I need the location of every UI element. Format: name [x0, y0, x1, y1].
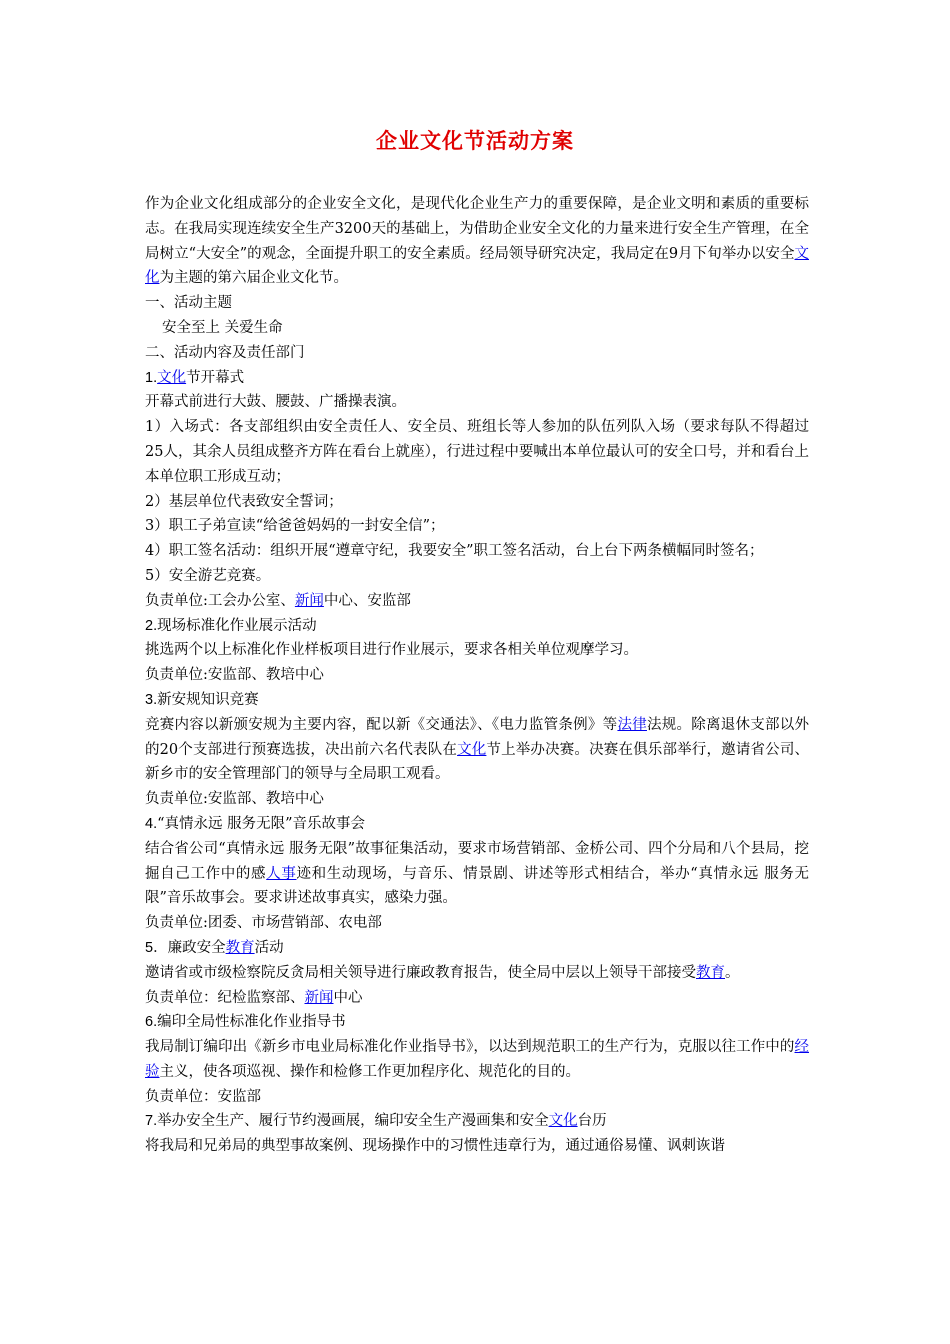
item-5-title-text-end: 活动: [254, 939, 284, 956]
item-7-desc: 将我局和兄弟局的典型事故案例、现场操作中的习惯性违章行为，通过通俗易懂、讽刺诙谐: [145, 1138, 725, 1155]
item-2-title-text: 现场标准化作业展示活动: [157, 617, 317, 634]
item-3-desc-text-3: 节上举办决赛。决赛在俱乐部举行，邀请省公司、新乡市的安全管理部门的领导与全局职工观看。: [145, 741, 810, 783]
item-1-title-text: 节开幕式: [186, 369, 245, 386]
item-3-desc: [145, 713, 809, 787]
intro-text-end: 为主题的第六届企业文化节。: [159, 270, 348, 287]
section-1-heading: 一、活动主题: [145, 295, 232, 312]
item-6-responsible: 负责单位：安监部: [145, 1088, 261, 1105]
item-5-desc-text-end: 。: [725, 964, 740, 981]
activity-theme: 安全至上 关爱生命: [162, 319, 283, 336]
item-3-desc-text-2: 法规。除离退休支部以外的20个支部进行预赛选拔，决出前六名代表队在: [145, 716, 810, 758]
item-3-title: [145, 688, 809, 713]
item-7-culture-link[interactable]: 文化: [548, 1113, 578, 1130]
item-5-number: 5．: [145, 939, 168, 956]
item-1-resp-text: 负责单位:工会办公室、: [145, 592, 295, 609]
item-5-title: [145, 936, 809, 961]
item-7-number: 7.: [145, 1113, 158, 1130]
item-4-desc: [145, 837, 809, 911]
item-7-title-text-end: 台历: [577, 1113, 607, 1130]
item-5-resp-text: 负责单位：纪检监察部、: [145, 989, 305, 1006]
document-title: 企业文化节活动方案: [376, 128, 574, 153]
item-6-experience-link[interactable]: 经验: [145, 1039, 809, 1080]
intro-text: 作为企业文化组成部分的企业安全文化，是现代化企业生产力的重要保障，是企业文明和素质的重要标志。在我局实现连续安全生产3200天的基础上，为借助企业安全文化的力量来进行安全生产管理，在全局树立“大安全”的观念，全面提升职工的安全素质。经局领导研究决定，我局定在9月下旬举办以安全: [145, 196, 809, 262]
item-3-culture-link[interactable]: 文化: [457, 741, 487, 758]
item-5-desc-text: 邀请省或市级检察院反贪局相关领导进行廉政教育报告，使全局中层以上领导干部接受: [145, 964, 696, 981]
item-3-title-text: 新安规知识竞赛: [157, 691, 259, 708]
item-1-step-2: 2）基层单位代表致安全誓词；: [145, 493, 343, 510]
item-1-step-1: 1）入场式：各支部组织由安全责任人、安全员、班组长等人参加的队伍列队入场（要求每队不得超过25人，其余人员组成整齐方阵在看台上就座），行进过程中要喊出本单位最认可的安全口号，并和看台上本单位职工形成互动；: [145, 419, 809, 485]
item-4-desc-text: 结合省公司“真情永远 服务无限”故事征集活动，要求市场营销部、金桥公司、四个分局和八个县局，挖掘自己工作中的感: [145, 840, 809, 882]
intro-paragraph: [145, 192, 809, 291]
item-1-responsible: [145, 589, 809, 614]
item-5-education-link[interactable]: 教育: [225, 939, 255, 956]
item-5-news-link[interactable]: 新闻: [304, 989, 334, 1006]
item-3-number: 3.: [145, 691, 158, 708]
item-6-desc: [145, 1035, 809, 1085]
item-4-title: [145, 812, 809, 837]
item-2-desc: 挑选两个以上标准化作业样板项目进行作业展示，要求各相关单位观摩学习。: [145, 642, 638, 659]
item-6-title: [145, 1010, 809, 1035]
item-2-title: [145, 614, 809, 639]
item-5-responsible: [145, 986, 809, 1011]
item-4-desc-text-2: 迹和生动现场，与音乐、情景剧、讲述等形式相结合，举办“真情永远 服务无限”音乐故事会。要求讲述故事真实，感染力强。: [145, 865, 810, 907]
item-1-resp-text-end: 中心、安监部: [323, 592, 411, 609]
item-6-desc-text-2: 主义，使各项巡视、操作和检修工作更加程序化、规范化的目的。: [159, 1063, 580, 1080]
item-4-responsible: 负责单位:团委、市场营销部、农电部: [145, 915, 382, 932]
item-5-title-text: 廉政安全: [167, 939, 226, 956]
item-4-personnel-link[interactable]: 人事: [266, 865, 297, 882]
item-5-education-link-2[interactable]: 教育: [696, 964, 725, 981]
item-1-step-3: 3）职工子弟宣读“给爸爸妈妈的一封安全信”；: [145, 518, 445, 535]
item-2-number: 2.: [145, 617, 158, 634]
item-6-number: 6.: [145, 1014, 158, 1031]
intro-culture-link[interactable]: 文化: [145, 245, 809, 287]
item-1-desc: 开幕式前进行大鼓、腰鼓、广播操表演。: [145, 394, 406, 411]
item-1-title: [145, 366, 809, 391]
section-2-heading: 二、活动内容及责任部门: [145, 344, 305, 361]
item-1-step-4: 4）职工签名活动：组织开展“遵章守纪，我要安全”职工签名活动，台上台下两条横幅同时签名；: [145, 543, 764, 560]
item-3-law-link[interactable]: 法律: [617, 716, 647, 733]
item-4-title-text: “真情永远 服务无限”音乐故事会: [157, 815, 366, 832]
item-1-step-5: 5）安全游艺竞赛。: [145, 567, 271, 584]
item-6-title-text: 编印全局性标准化作业指导书: [157, 1014, 346, 1031]
item-3-desc-text: 竞赛内容以新颁安规为主要内容，配以新《交通法》、《电力监管条例》等: [145, 716, 618, 733]
item-1-news-link[interactable]: 新闻: [294, 592, 324, 609]
item-1-number: 1.: [145, 369, 158, 386]
item-2-responsible: 负责单位:安监部、教培中心: [145, 667, 324, 684]
document-body: [145, 192, 809, 1159]
item-7-title-text: 举办安全生产、履行节约漫画展，编印安全生产漫画集和安全: [157, 1113, 549, 1130]
item-7-title: [145, 1109, 809, 1134]
item-1-culture-link[interactable]: 文化: [157, 369, 187, 386]
item-4-number: 4.: [145, 815, 158, 832]
item-3-responsible: 负责单位:安监部、教培中心: [145, 791, 324, 808]
item-6-desc-text: 我局制订编印出《新乡市电业局标准化作业指导书》，以达到规范职工的生产行为，克服以往工作中的: [145, 1039, 795, 1056]
item-5-resp-text-end: 中心: [333, 989, 363, 1006]
item-5-desc: [145, 961, 809, 986]
